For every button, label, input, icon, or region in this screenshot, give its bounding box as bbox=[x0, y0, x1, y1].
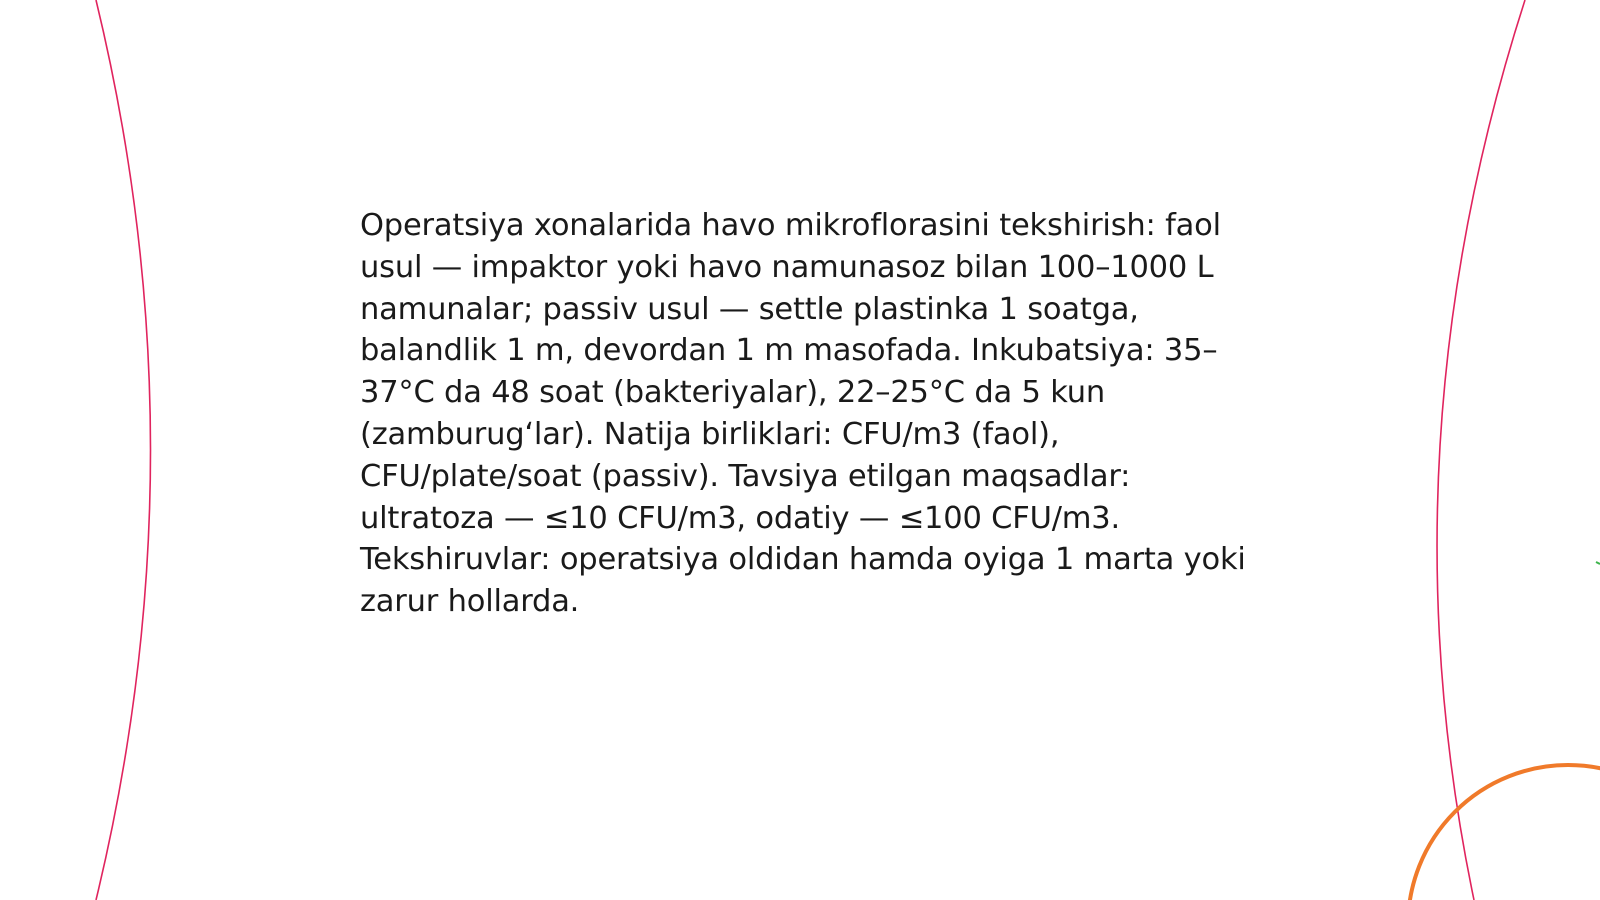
orange-circle-arc bbox=[1408, 765, 1600, 900]
green-accent-mark bbox=[1596, 562, 1600, 564]
slide-body-text: Operatsiya xonalarida havo mikroflorasini tekshirish: faol usul — impaktor yoki havo namunasoz bilan 100–1000 L namunalar; passiv usul — settle plastinka 1 soatga, balandlik 1 m, devordan 1 m masofada. Inkubatsiya: 35–37°C da 48 soat (bakteriyalar), 22–25°C da 5 kun (zamburug‘lar). Natija birliklari: CFU/m3 (faol), CFU/plate/soat (passiv). Tavsiya etilgan maqsadlar: ultratoza — ≤10 CFU/m3, odatiy — ≤100 CFU/m3. Tekshiruvlar: operatsiya oldidan hamda oyiga 1 marta yoki zarur hollarda. bbox=[360, 208, 1246, 620]
right-red-arc bbox=[1437, 0, 1525, 900]
left-red-arc bbox=[96, 0, 151, 900]
